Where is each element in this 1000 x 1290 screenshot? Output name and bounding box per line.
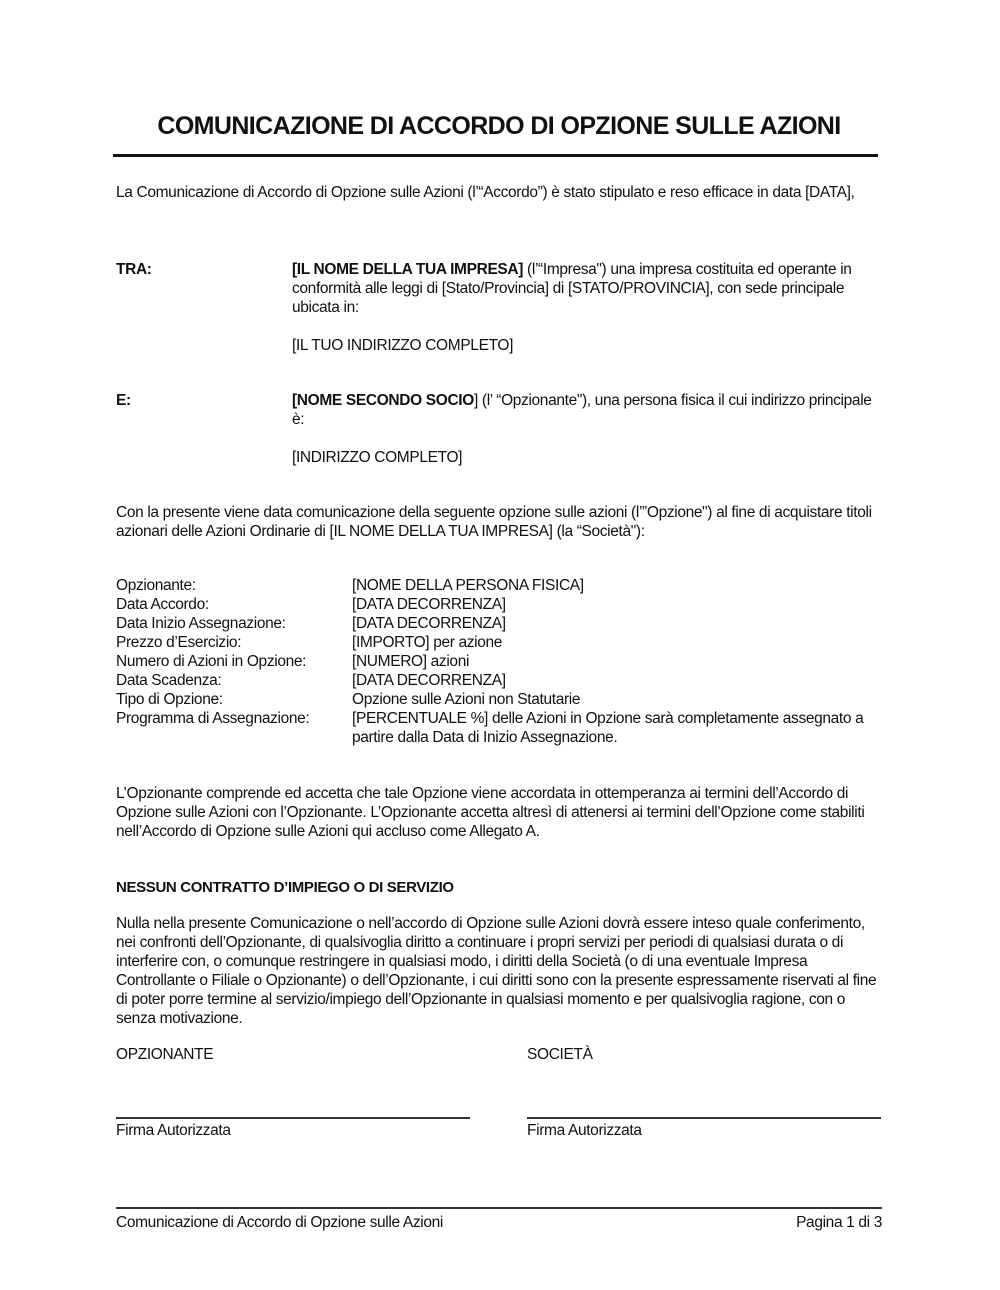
party-description-text: (l’ “Opzionante"), una persona fisica il cui indirizzo principale è: [292,392,872,428]
footer-divider [116,1207,882,1209]
term-label: Data Accordo: [116,596,209,613]
signature-caption: Firma Autorizzata [527,1122,642,1139]
page-number: Pagina 1 di 3 [796,1214,882,1231]
party-description [292,391,882,429]
term-label: Tipo di Opzione: [116,691,223,708]
term-row [116,652,882,671]
term-row [116,690,882,709]
option-terms-table [116,576,882,747]
term-value: [DATA DECORRENZA] [352,596,506,613]
signature-line[interactable] [527,1117,881,1119]
party-label: E: [116,392,131,409]
term-value: [PERCENTUALE %] delle Azioni in Opzione sarà completamente assegnato a partire dalla Data di Inizio Assegnazione. [352,710,864,746]
party-details [292,391,882,467]
party-name: [NOME SECONDO SOCIO [292,392,474,409]
section-body: Nulla nella presente Comunicazione o nell’accordo di Opzione sulle Azioni dovrà essere inteso quale conferimento, nei confronti dell’Opzionante, di qualsivoglia diritto a continuare i propri servizi per periodi di qualsiasi durata o di interferire con, o comunque restringere in qualsiasi modo, i diritti della Società (o di una eventuale Impresa Controllante o Filiale o Opzionante) o dell’Opzionante, i cui diritti sono con la presente espressamente riservati al fine di poter porre termine al servizio/impiego dell’Opzionante in qualsiasi momento e per qualsivoglia ragione, con o senza motivazione. [116,915,877,1027]
page-footer [116,1213,882,1232]
document-title: COMUNICAZIONE DI ACCORDO DI OPZIONE SULLE AZIONI [157,112,841,140]
term-value: Opzione sulle Azioni non Statutarie [352,691,581,708]
party-details [292,260,882,355]
notice-paragraph: Con la presente viene data comunicazione della seguente opzione sulle azioni (l’”Opzione") al fine di acquistare titoli azionari delle Azioni Ordinarie di [IL NOME DELLA TUA IMPRESA] (la “Società"): [116,504,872,540]
section-heading: NESSUN CONTRATTO D’IMPIEGO O DI SERVIZIO [116,879,454,896]
term-label: Numero di Azioni in Opzione: [116,653,307,670]
term-value: [DATA DECORRENZA] [352,672,506,689]
acceptance-paragraph: L’Opzionante comprende ed accetta che tale Opzione viene accordata in ottemperanza ai termini dell’Accordo di Opzione sulle Azioni con l’Opzionante. L’Opzionante accetta altresì di attenersi ai termini dell’Opzione come stabiliti nell’Accordo di Opzione sulle Azioni qui accluso come Allegato A. [116,785,865,840]
footer-document-name: Comunicazione di Accordo di Opzione sulle Azioni [116,1214,443,1231]
term-label: Data Inizio Assegnazione: [116,615,286,632]
term-label: Opzionante: [116,577,196,594]
party-description [292,260,882,317]
party-address: [IL TUO INDIRIZZO COMPLETO] [292,337,514,354]
term-value: [NUMERO] azioni [352,653,470,670]
term-row [116,576,882,595]
party-label: TRA: [116,261,152,278]
signature-line[interactable] [116,1117,470,1119]
signature-caption: Firma Autorizzata [116,1122,231,1139]
term-row [116,633,882,652]
term-label: Prezzo d’Esercizio: [116,634,242,651]
term-label: Programma di Assegnazione: [116,710,310,727]
term-row [116,671,882,690]
term-row [116,709,882,747]
term-label: Data Scadenza: [116,672,222,689]
party-name: [IL NOME DELLA TUA IMPRESA] [292,261,524,278]
term-row [116,595,882,614]
term-value: [DATA DECORRENZA] [352,615,506,632]
term-row [116,614,882,633]
party-name-suffix: ] [473,392,478,409]
party-description-text: (l’“Impresa") una impresa costituita ed operante in conformità alle leggi di [Stato/Provincia] di [STATO/PROVINCIA], con sede principale ubicata in: [292,261,852,316]
party-address: [INDIRIZZO COMPLETO] [292,449,463,466]
term-value: [IMPORTO] per azione [352,634,503,651]
intro-paragraph: La Comunicazione di Accordo di Opzione sulle Azioni (l’“Accordo”) è stato stipulato e reso efficace in data [DATA], [116,184,855,201]
term-value: [NOME DELLA PERSONA FISICA] [352,577,584,594]
signature-block-company [527,1045,881,1139]
signature-block-optionee [116,1045,470,1139]
signature-party: SOCIETÀ [527,1046,593,1063]
title-divider [113,154,878,157]
signature-party: OPZIONANTE [116,1046,214,1063]
